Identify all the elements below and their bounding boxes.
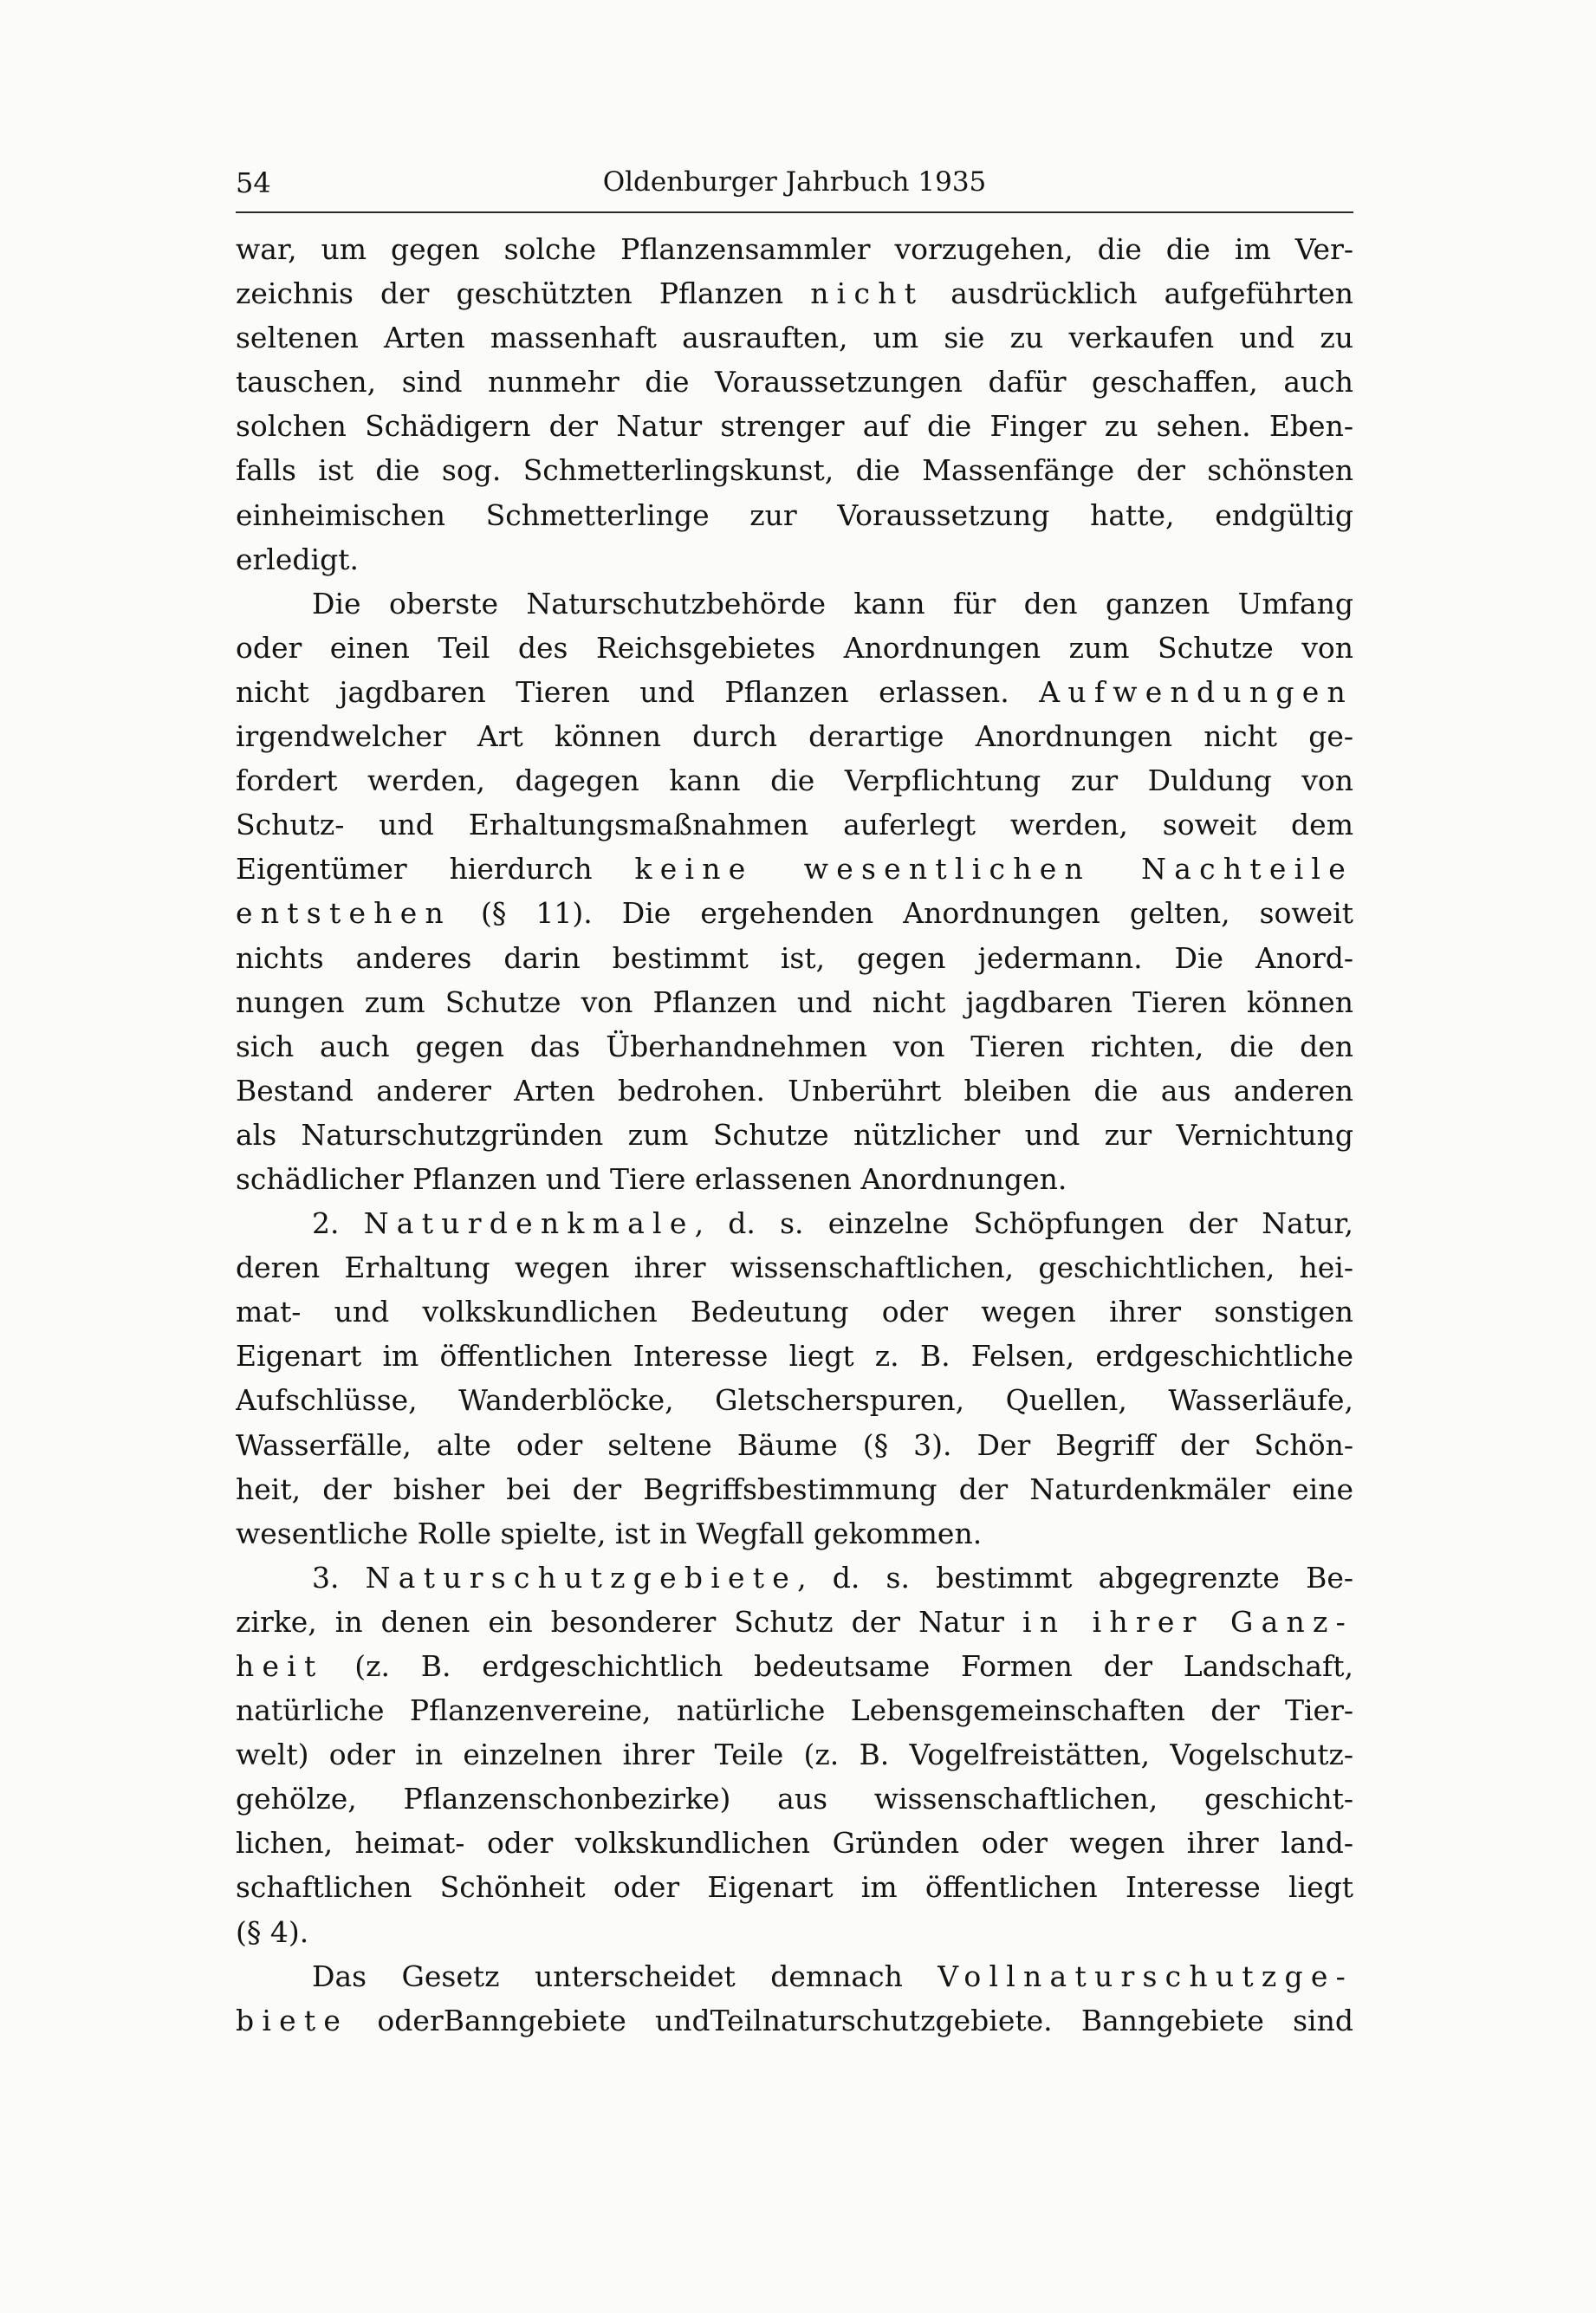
text-line (236, 227, 1353, 271)
line-segment: Bestand anderer Arten bedrohen. Unberührt bleiben die aus anderen (236, 1073, 1353, 1108)
line-segment: mat- und volkskundlichen Bedeutung oder wegen ihrer sonstigen (236, 1295, 1353, 1329)
spaced-emphasis: Aufwendungen (1039, 674, 1353, 709)
spaced-emphasis: heit (236, 1649, 324, 1683)
line-segment: welt) oder in einzelnen ihrer Teile (z. B. Vogelfreistätten, Vogelschutz- (236, 1738, 1353, 1772)
line-segment: Wasserfälle, alte oder seltene Bäume (§ 3). Der Begriff der Schön- (236, 1427, 1353, 1462)
text-line (236, 1777, 1353, 1821)
line-segment: 3. (312, 1560, 366, 1595)
line-segment: irgendwelcher Art können durch derartige Anordnungen nicht ge- (236, 719, 1353, 754)
text-line (236, 1467, 1353, 1511)
body-text (236, 227, 1353, 2043)
spaced-emphasis: Vollnaturschutzge- (937, 1959, 1353, 1993)
spaced-emphasis: nicht (810, 276, 925, 311)
text-line (236, 581, 1353, 626)
line-segment: als Naturschutzgründen zum Schutze nützlicher und zur Vernichtung (236, 1117, 1353, 1152)
text-line (236, 493, 1353, 537)
line-segment: war, um gegen solche Pflanzensammler vorzugehen, die die im Ver- (236, 232, 1353, 266)
text-line (236, 1334, 1353, 1378)
text-line (236, 847, 1353, 891)
spaced-emphasis: biete (236, 2003, 349, 2037)
text-line (236, 1998, 1353, 2043)
text-line (236, 891, 1353, 935)
text-line (236, 1556, 1353, 1600)
text-line (236, 980, 1353, 1024)
line-segment: solchen Schädigern der Natur strenger auf die Finger zu sehen. Eben- (236, 409, 1353, 444)
line-segment: Das Gesetz unterscheidet demnach (312, 1959, 938, 1993)
line-segment: Die oberste Naturschutzbehörde kann für den ganzen Umfang (312, 586, 1353, 620)
text-line (236, 1024, 1353, 1069)
line-segment: deren Erhaltung wegen ihrer wissenschaftlichen, geschichtlichen, hei- (236, 1251, 1353, 1285)
spaced-emphasis: Naturschutzgebiete (365, 1560, 798, 1595)
spaced-emphasis: in ihrer Ganz- (1022, 1604, 1353, 1639)
text-line (236, 1201, 1353, 1245)
line-segment: , d. s. bestimmt abgegrenzte Be- (797, 1560, 1353, 1595)
text-line (236, 714, 1353, 758)
line-segment: zeichnis der geschützten Pflanzen (236, 276, 811, 311)
text-line (236, 1290, 1353, 1334)
running-header (236, 166, 1353, 215)
line-segment: oderBanngebiete undTeilnaturschutzgebiete. Banngebiete sind (348, 2003, 1353, 2037)
text-line (236, 1644, 1353, 1688)
spaced-emphasis: entstehen (236, 896, 451, 931)
text-line (236, 537, 1353, 581)
line-segment: zirke, in denen ein besonderer Schutz der Natur (236, 1604, 1022, 1639)
line-segment: Eigentümer hierdurch (236, 852, 635, 887)
line-segment: lichen, heimat- oder volkskundlichen Gründen oder wegen ihrer land- (236, 1826, 1353, 1861)
page-number: 54 (236, 166, 271, 199)
line-segment: heit, der bisher bei der Begriffsbestimmung der Naturdenkmäler eine (236, 1472, 1353, 1506)
line-segment: Schutz- und Erhaltungsmaßnahmen auferlegt werden, soweit dem (236, 808, 1353, 842)
spaced-emphasis: keine wesentlichen Nachteile (634, 852, 1353, 887)
line-segment: ausdrücklich aufgeführten (924, 276, 1353, 311)
text-line (236, 936, 1353, 980)
text-line (236, 626, 1353, 670)
text-line (236, 670, 1353, 714)
line-segment: nicht jagdbaren Tieren und Pflanzen erlassen. (236, 674, 1040, 709)
text-line (236, 404, 1353, 448)
text-line (236, 1378, 1353, 1422)
line-segment: schaftlichen Schönheit oder Eigenart im öffentlichen Interesse liegt (236, 1870, 1353, 1905)
line-segment: wesentliche Rolle spielte, ist in Wegfall gekommen. (236, 1516, 983, 1550)
line-segment: , d. s. einzelne Schöpfungen der Natur, (694, 1206, 1353, 1241)
text-line (236, 271, 1353, 315)
text-line (236, 1732, 1353, 1777)
text-line (236, 1423, 1353, 1467)
line-segment: erledigt. (236, 542, 359, 576)
text-line (236, 315, 1353, 360)
line-segment: Eigenart im öffentlichen Interesse liegt z. B. Felsen, erdgeschichtliche (236, 1339, 1353, 1374)
running-title: Oldenburger Jahrbuch 1935 (602, 166, 987, 198)
line-segment: (§ 11). Die ergehenden Anordnungen gelten, soweit (451, 896, 1353, 931)
text-line (236, 1157, 1353, 1201)
line-segment: natürliche Pflanzenvereine, natürliche Lebensgemeinschaften der Tier- (236, 1693, 1353, 1728)
line-segment: einheimischen Schmetterlinge zur Voraussetzung hatte, endgültig (236, 497, 1353, 532)
line-segment: (z. B. erdgeschichtlich bedeutsame Formen der Landschaft, (323, 1649, 1353, 1683)
text-line (236, 1688, 1353, 1732)
text-line (236, 1600, 1353, 1644)
header-rule (236, 211, 1353, 213)
line-segment: sich auch gegen das Überhandnehmen von Tieren richten, die den (236, 1029, 1353, 1063)
text-line (236, 1910, 1353, 1954)
text-line (236, 1865, 1353, 1909)
line-segment: nungen zum Schutze von Pflanzen und nicht jagdbaren Tieren können (236, 984, 1353, 1019)
line-segment: (§ 4). (236, 1914, 309, 1949)
spaced-emphasis: Naturdenkmale (363, 1206, 695, 1241)
line-segment: gehölze, Pflanzenschonbezirke) aus wissenschaftlichen, geschicht- (236, 1782, 1353, 1816)
text-line (236, 1113, 1353, 1157)
line-segment: seltenen Arten massenhaft ausrauften, um sie zu verkaufen und zu (236, 321, 1353, 355)
text-line (236, 1511, 1353, 1556)
text-line (236, 802, 1353, 847)
text-line (236, 360, 1353, 404)
text-line (236, 1821, 1353, 1865)
text-line (236, 448, 1353, 492)
line-segment: oder einen Teil des Reichsgebietes Anordnungen zum Schutze von (236, 630, 1353, 665)
text-line (236, 1954, 1353, 1998)
line-segment: falls ist die sog. Schmetterlingskunst, die Massenfänge der schönsten (236, 453, 1353, 488)
line-segment: tauschen, sind nunmehr die Voraussetzungen dafür geschaffen, auch (236, 365, 1353, 400)
line-segment: nichts anderes darin bestimmt ist, gegen jedermann. Die Anord- (236, 940, 1353, 975)
text-line (236, 758, 1353, 802)
line-segment: Aufschlüsse, Wanderblöcke, Gletscherspuren, Quellen, Wasserläufe, (236, 1383, 1353, 1418)
text-line (236, 1245, 1353, 1290)
text-line (236, 1069, 1353, 1113)
line-segment: fordert werden, dagegen kann die Verpflichtung zur Duldung von (236, 763, 1353, 798)
line-segment: 2. (312, 1206, 364, 1241)
line-segment: schädlicher Pflanzen und Tiere erlassenen Anordnungen. (236, 1161, 1067, 1196)
